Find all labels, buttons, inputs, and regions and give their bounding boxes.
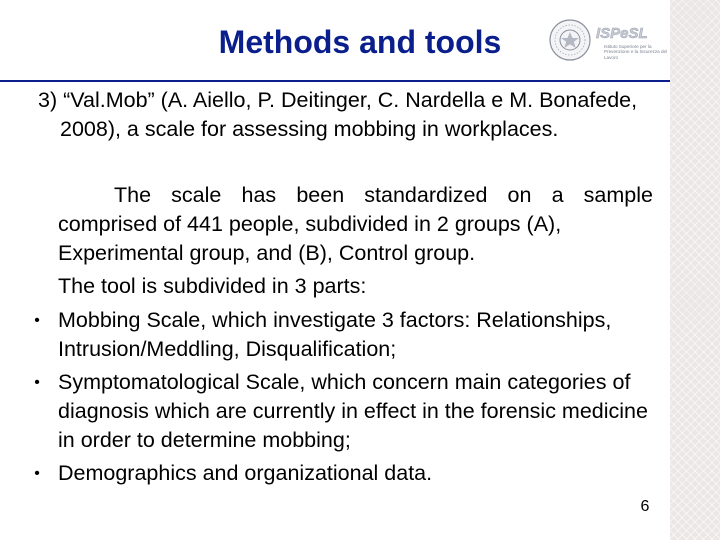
logo-wordmark: ISPeSL (596, 25, 648, 42)
list-item (30, 306, 655, 364)
bullet-text: Demographics and organizational data. (58, 461, 433, 485)
slide-title: Methods and tools (218, 24, 502, 60)
numbered-item-3: 3) “Val.Mob” (A. Aiello, P. Deitinger, C. Nardella e M. Bonafede, 2008), a scale for assessing mobbing in workplaces. (38, 88, 638, 141)
bullet-icon: • (34, 465, 40, 482)
paragraph-standardization: The scale has been standardized on a sample comprised of 441 people, subdivided in 2 groups (A), (58, 183, 653, 236)
logo-caption: Istituto Superiore per la Prevenzione e la Sicurezza del Lavoro (604, 44, 668, 60)
list-item (30, 459, 655, 488)
bullet-text: Mobbing Scale, which investigate 3 factors: Relationships, Intrusion/Meddling, Disqualification; (58, 308, 612, 361)
decorative-side-band (670, 0, 720, 540)
bullet-text: Symptomatological Scale, which concern main categories of diagnosis which are currently in effect in the forensic medicine in order to determine mobbing; (58, 370, 648, 452)
list-item (30, 368, 655, 455)
paragraph-tool-parts: The tool is subdivided in 3 parts: (58, 274, 367, 298)
title-divider (0, 80, 670, 82)
bullet-icon: • (34, 312, 40, 329)
page-number: 6 (640, 498, 650, 515)
parts-bullet-list (30, 306, 655, 492)
paragraph-standardization-end: Experimental group, and (B), Control group. (58, 241, 476, 265)
bullet-icon: • (34, 374, 40, 391)
